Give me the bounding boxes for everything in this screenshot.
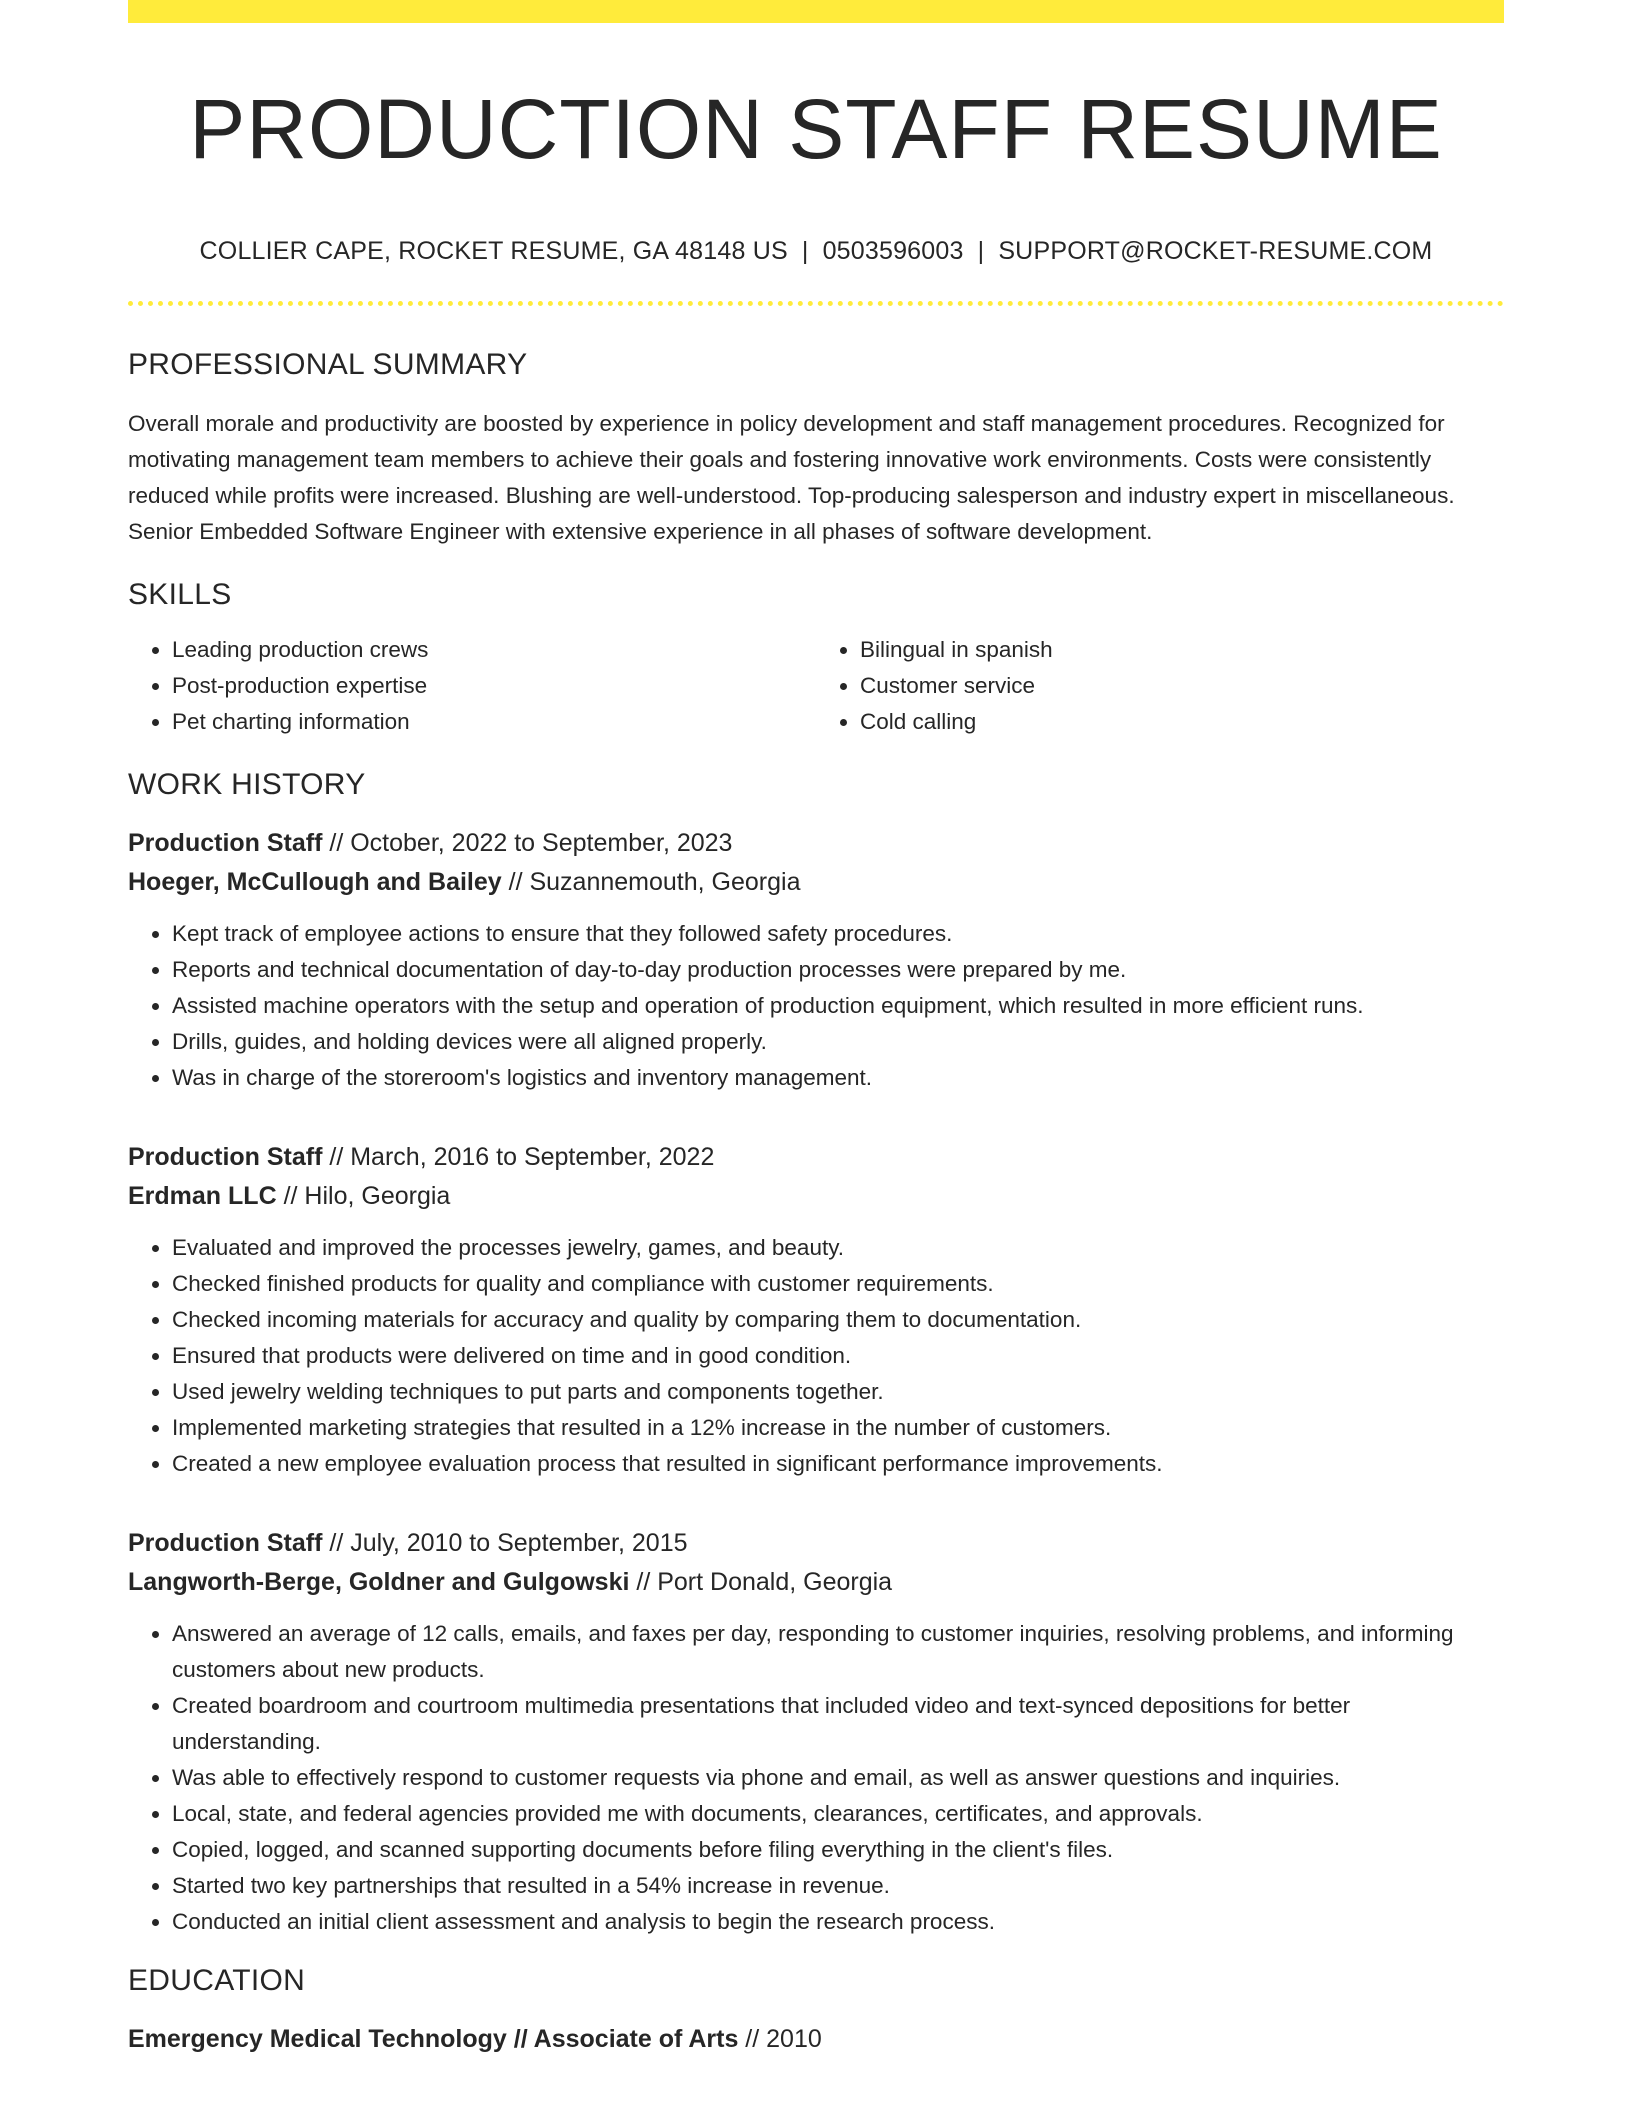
skill-item: • Post-production expertise (172, 668, 816, 704)
job-bullet: • Assisted machine operators with the setup and operation of production equipment, which resulted in more efficient runs. (172, 988, 1504, 1024)
job-bullet: • Created a new employee evaluation process that resulted in significant performance improvements. (172, 1446, 1504, 1482)
job-bullet: • Implemented marketing strategies that resulted in a 12% increase in the number of customers. (172, 1410, 1504, 1446)
job-bullet: • Conducted an initial client assessment and analysis to begin the research process. (172, 1904, 1504, 1940)
job-dates: July, 2010 to September, 2015 (350, 1529, 688, 1558)
job-title-line (128, 1138, 1504, 1177)
contact-address: COLLIER CAPE, ROCKET RESUME, GA 48148 US (199, 237, 788, 266)
job-title: Production Staff (128, 1143, 323, 1172)
job-bullet: • Evaluated and improved the processes jewelry, games, and beauty. (172, 1230, 1504, 1266)
job-company-line (128, 863, 1504, 902)
job-title: Production Staff (128, 829, 323, 858)
job-bullets (128, 916, 1504, 1096)
contact-email: SUPPORT@ROCKET-RESUME.COM (998, 237, 1433, 266)
skills-columns (128, 632, 1504, 740)
education-year: 2010 (766, 2025, 822, 2054)
skill-item: • Customer service (860, 668, 1504, 704)
dotted-divider (128, 301, 1504, 306)
separator: // (738, 2025, 767, 2054)
skills-list-right (816, 632, 1504, 740)
education-degree: Associate of Arts (533, 2025, 739, 2054)
job-bullet: • Was in charge of the storeroom's logistics and inventory management. (172, 1060, 1504, 1096)
skill-item: • Pet charting information (172, 704, 816, 740)
job-dates: October, 2022 to September, 2023 (350, 829, 733, 858)
job-location: Port Donald, Georgia (657, 1568, 893, 1597)
job-company-line (128, 1177, 1504, 1216)
job-title: Production Staff (128, 1529, 323, 1558)
resume-title: PRODUCTION STAFF RESUME (189, 82, 1443, 176)
resume-page (128, 0, 1504, 2059)
job-entry (128, 824, 1504, 1096)
education-field: Emergency Medical Technology (128, 2025, 507, 2054)
job-entry (128, 1524, 1504, 1940)
separator: // (501, 868, 530, 897)
job-entry (128, 1138, 1504, 1482)
accent-top-bar (128, 0, 1504, 23)
skills-heading: SKILLS (128, 578, 232, 612)
job-title-line (128, 1524, 1504, 1563)
job-bullet: • Checked incoming materials for accuracy and quality by comparing them to documentation. (172, 1302, 1504, 1338)
summary-heading: PROFESSIONAL SUMMARY (128, 348, 528, 382)
contact-phone: 0503596003 (822, 237, 964, 266)
job-dates: March, 2016 to September, 2022 (350, 1143, 715, 1172)
job-bullet: • Created boardroom and courtroom multimedia presentations that included video and text-synced depositions for better understanding. (172, 1688, 1504, 1760)
job-bullet: • Copied, logged, and scanned supporting documents before filing everything in the client's files. (172, 1832, 1504, 1868)
skills-list-left (128, 632, 816, 740)
job-company: Erdman LLC (128, 1182, 277, 1211)
job-bullet: • Kept track of employee actions to ensure that they followed safety procedures. (172, 916, 1504, 952)
job-bullet: • Local, state, and federal agencies provided me with documents, clearances, certificates, and approvals. (172, 1796, 1504, 1832)
education-heading: EDUCATION (128, 1964, 306, 1998)
contact-separator: | (977, 237, 985, 266)
job-bullet: • Used jewelry welding techniques to put parts and components together. (172, 1374, 1504, 1410)
summary-text: Overall morale and productivity are boosted by experience in policy development and staff management procedures. Recognized for motivating management team members to achieve their goals and fostering innovative work environments. Costs were consistently reduced while profits were increased. Blushing are well-understood. Top-producing salesperson and industry expert in miscellaneous. Senior Embedded Software Engineer with extensive experience in all phases of software development. (128, 411, 1455, 545)
separator: // (629, 1568, 658, 1597)
job-company: Langworth-Berge, Goldner and Gulgowski (128, 1568, 630, 1597)
job-bullet: • Ensured that products were delivered on time and in good condition. (172, 1338, 1504, 1374)
job-bullets (128, 1616, 1504, 1940)
skill-item: • Leading production crews (172, 632, 816, 668)
job-location: Suzannemouth, Georgia (529, 868, 801, 897)
skill-item: • Cold calling (860, 704, 1504, 740)
education-entry (128, 2020, 1504, 2059)
separator: // (322, 1529, 351, 1558)
job-bullet: • Started two key partnerships that resulted in a 54% increase in revenue. (172, 1868, 1504, 1904)
separator: // (276, 1182, 305, 1211)
job-bullets (128, 1230, 1504, 1482)
job-location: Hilo, Georgia (304, 1182, 451, 1211)
job-company-line (128, 1563, 1504, 1602)
separator: // (506, 2025, 534, 2054)
separator: // (322, 829, 351, 858)
job-title-line (128, 824, 1504, 863)
job-bullet: • Answered an average of 12 calls, emails, and faxes per day, responding to customer inquiries, resolving problems, and informing customers about new products. (172, 1616, 1504, 1688)
work-history-heading: WORK HISTORY (128, 768, 366, 802)
skill-item: • Bilingual in spanish (860, 632, 1504, 668)
contact-separator: | (801, 237, 809, 266)
contact-line (128, 237, 1504, 266)
job-company: Hoeger, McCullough and Bailey (128, 868, 502, 897)
job-bullet: • Was able to effectively respond to customer requests via phone and email, as well as answer questions and inquiries. (172, 1760, 1504, 1796)
job-bullet: • Drills, guides, and holding devices were all aligned properly. (172, 1024, 1504, 1060)
job-bullet: • Reports and technical documentation of day-to-day production processes were prepared by me. (172, 952, 1504, 988)
job-bullet: • Checked finished products for quality and compliance with customer requirements. (172, 1266, 1504, 1302)
separator: // (322, 1143, 351, 1172)
